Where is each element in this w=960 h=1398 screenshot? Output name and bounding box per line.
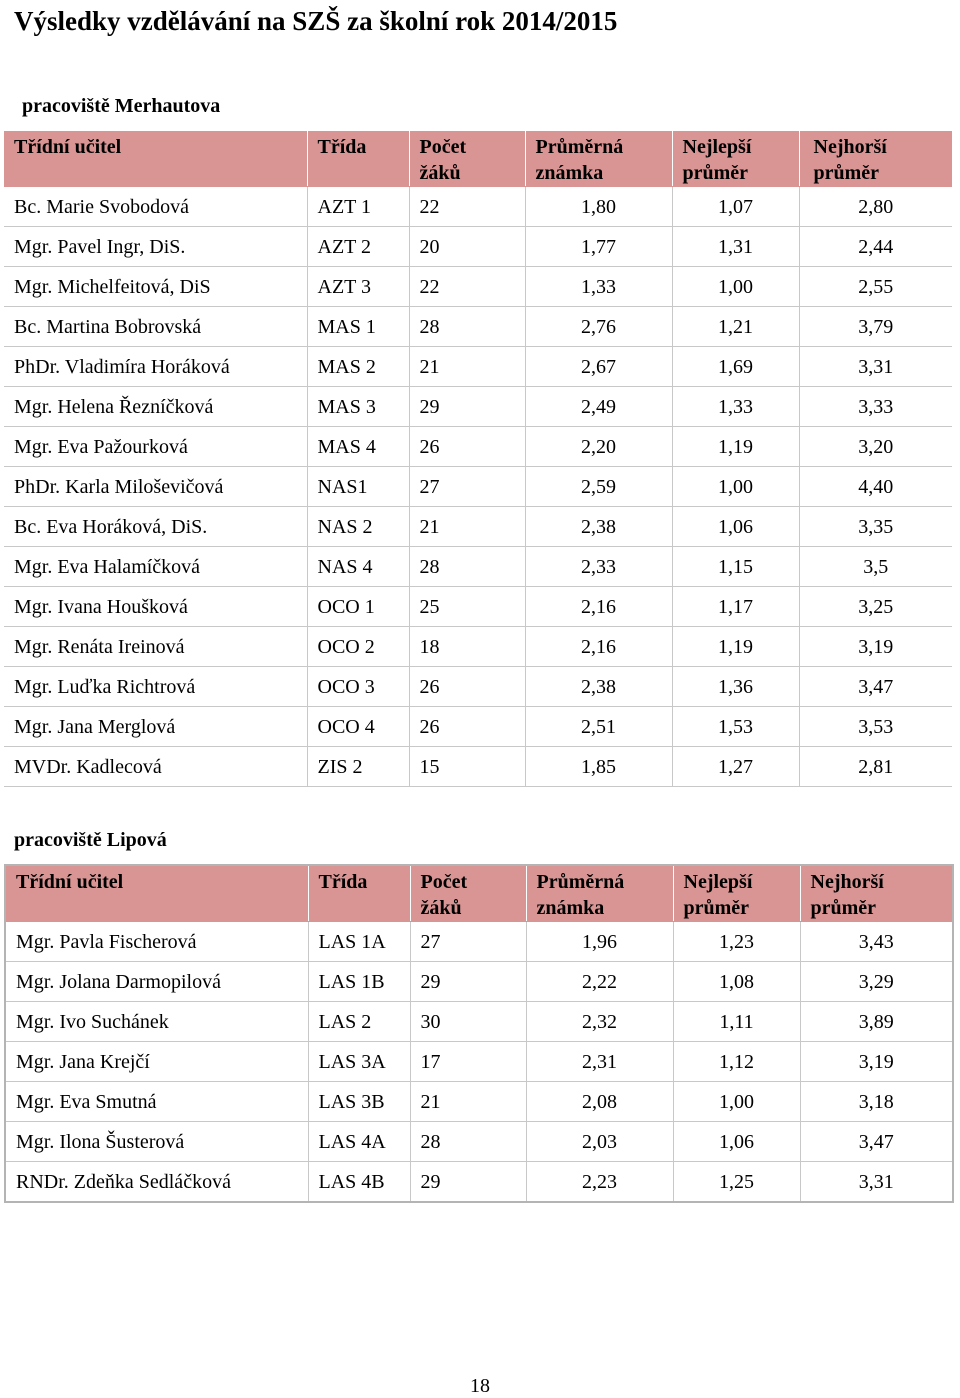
cell-student-count: 17 <box>410 1042 526 1082</box>
table-row <box>4 667 952 707</box>
results-table-lipova <box>4 864 954 1203</box>
cell-average-grade: 2,38 <box>525 507 672 547</box>
header-average: Průměrná známka <box>525 131 672 187</box>
cell-worst-average: 3,89 <box>800 1002 953 1042</box>
cell-student-count: 15 <box>409 747 525 787</box>
cell-average-grade: 2,51 <box>525 707 672 747</box>
cell-class: AZT 3 <box>307 267 409 307</box>
cell-class: LAS 2 <box>308 1002 410 1042</box>
cell-worst-average: 3,79 <box>799 307 952 347</box>
cell-average-grade: 2,38 <box>525 667 672 707</box>
cell-student-count: 26 <box>409 707 525 747</box>
cell-student-count: 18 <box>409 627 525 667</box>
cell-student-count: 27 <box>409 467 525 507</box>
cell-best-average: 1,53 <box>672 707 799 747</box>
cell-student-count: 22 <box>409 187 525 227</box>
cell-average-grade: 2,59 <box>525 467 672 507</box>
results-table-merhautova <box>4 131 952 787</box>
table-row <box>5 1082 953 1122</box>
table-row <box>4 427 952 467</box>
cell-teacher: Mgr. Michelfeitová, DiS <box>4 267 307 307</box>
cell-student-count: 27 <box>410 922 526 962</box>
cell-teacher: Mgr. Eva Pažourková <box>4 427 307 467</box>
cell-student-count: 29 <box>410 962 526 1002</box>
cell-worst-average: 3,31 <box>799 347 952 387</box>
cell-worst-average: 3,19 <box>800 1042 953 1082</box>
cell-worst-average: 3,19 <box>799 627 952 667</box>
cell-class: OCO 1 <box>307 587 409 627</box>
cell-best-average: 1,15 <box>672 547 799 587</box>
cell-student-count: 28 <box>409 307 525 347</box>
cell-worst-average: 3,33 <box>799 387 952 427</box>
section-heading-lipova: pracoviště Lipová <box>14 829 167 851</box>
table-row <box>4 387 952 427</box>
table-body <box>4 187 952 787</box>
cell-worst-average: 3,35 <box>799 507 952 547</box>
cell-average-grade: 1,96 <box>526 922 673 962</box>
cell-average-grade: 2,22 <box>526 962 673 1002</box>
cell-average-grade: 2,33 <box>525 547 672 587</box>
cell-student-count: 21 <box>410 1082 526 1122</box>
cell-worst-average: 2,44 <box>799 227 952 267</box>
cell-best-average: 1,00 <box>673 1082 800 1122</box>
cell-average-grade: 2,16 <box>525 587 672 627</box>
cell-teacher: Mgr. Pavel Ingr, DiS. <box>4 227 307 267</box>
cell-student-count: 26 <box>409 427 525 467</box>
table-row <box>4 307 952 347</box>
cell-class: LAS 3B <box>308 1082 410 1122</box>
cell-best-average: 1,08 <box>673 962 800 1002</box>
page-number: 18 <box>470 1375 490 1397</box>
section-heading-merhautova: pracoviště Merhautova <box>22 95 221 117</box>
table-header-row <box>4 131 952 187</box>
cell-average-grade: 2,31 <box>526 1042 673 1082</box>
cell-average-grade: 1,85 <box>525 747 672 787</box>
header-class: Třída <box>308 865 410 922</box>
cell-teacher: PhDr. Vladimíra Horáková <box>4 347 307 387</box>
cell-teacher: Mgr. Eva Halamíčková <box>4 547 307 587</box>
cell-best-average: 1,06 <box>673 1122 800 1162</box>
cell-student-count: 21 <box>409 507 525 547</box>
cell-class: AZT 1 <box>307 187 409 227</box>
table-row <box>4 467 952 507</box>
cell-average-grade: 2,03 <box>526 1122 673 1162</box>
cell-average-grade: 2,23 <box>526 1162 673 1203</box>
table-row <box>5 1162 953 1203</box>
table-row <box>4 187 952 227</box>
cell-best-average: 1,00 <box>672 267 799 307</box>
cell-worst-average: 3,25 <box>799 587 952 627</box>
table-row <box>5 962 953 1002</box>
table-row <box>4 267 952 307</box>
table-row <box>4 347 952 387</box>
cell-worst-average: 2,55 <box>799 267 952 307</box>
cell-teacher: Mgr. Jana Krejčí <box>5 1042 308 1082</box>
cell-best-average: 1,19 <box>672 427 799 467</box>
cell-class: LAS 3A <box>308 1042 410 1082</box>
cell-teacher: Bc. Martina Bobrovská <box>4 307 307 347</box>
cell-best-average: 1,27 <box>672 747 799 787</box>
cell-worst-average: 3,31 <box>800 1162 953 1203</box>
table-row <box>4 227 952 267</box>
cell-class: MAS 2 <box>307 347 409 387</box>
cell-teacher: Mgr. Ivana Houšková <box>4 587 307 627</box>
cell-best-average: 1,07 <box>672 187 799 227</box>
cell-worst-average: 3,5 <box>799 547 952 587</box>
cell-teacher: Mgr. Ivo Suchánek <box>5 1002 308 1042</box>
cell-best-average: 1,69 <box>672 347 799 387</box>
header-class: Třída <box>307 131 409 187</box>
cell-teacher: Mgr. Jolana Darmopilová <box>5 962 308 1002</box>
cell-class: MAS 3 <box>307 387 409 427</box>
cell-class: LAS 4A <box>308 1122 410 1162</box>
table-row <box>4 707 952 747</box>
cell-teacher: MVDr. Kadlecová <box>4 747 307 787</box>
cell-student-count: 20 <box>409 227 525 267</box>
cell-class: NAS 2 <box>307 507 409 547</box>
cell-best-average: 1,12 <box>673 1042 800 1082</box>
cell-teacher: Mgr. Pavla Fischerová <box>5 922 308 962</box>
table-row <box>4 747 952 787</box>
cell-student-count: 28 <box>410 1122 526 1162</box>
header-best: Nejlepší průměr <box>672 131 799 187</box>
cell-worst-average: 3,43 <box>800 922 953 962</box>
cell-class: NAS1 <box>307 467 409 507</box>
cell-best-average: 1,33 <box>672 387 799 427</box>
page-title: Výsledky vzdělávání na SZŠ za školní rok 2014/2015 <box>14 6 618 36</box>
cell-average-grade: 2,20 <box>525 427 672 467</box>
table-row <box>4 507 952 547</box>
cell-class: LAS 1A <box>308 922 410 962</box>
cell-teacher: Mgr. Jana Merglová <box>4 707 307 747</box>
cell-class: AZT 2 <box>307 227 409 267</box>
cell-student-count: 29 <box>410 1162 526 1203</box>
cell-worst-average: 2,81 <box>799 747 952 787</box>
cell-worst-average: 3,20 <box>799 427 952 467</box>
cell-teacher: PhDr. Karla Miloševičová <box>4 467 307 507</box>
cell-average-grade: 2,08 <box>526 1082 673 1122</box>
cell-student-count: 22 <box>409 267 525 307</box>
cell-teacher: Mgr. Ilona Šusterová <box>5 1122 308 1162</box>
cell-average-grade: 2,67 <box>525 347 672 387</box>
cell-best-average: 1,31 <box>672 227 799 267</box>
header-teacher: Třídní učitel <box>5 865 308 922</box>
cell-best-average: 1,11 <box>673 1002 800 1042</box>
cell-class: MAS 4 <box>307 427 409 467</box>
cell-worst-average: 3,29 <box>800 962 953 1002</box>
cell-worst-average: 3,18 <box>800 1082 953 1122</box>
cell-teacher: Mgr. Helena Řezníčková <box>4 387 307 427</box>
header-worst: Nejhorší průměr <box>799 131 952 187</box>
header-average: Průměrná známka <box>526 865 673 922</box>
table-row <box>4 627 952 667</box>
header-worst: Nejhorší průměr <box>800 865 953 922</box>
cell-teacher: Mgr. Renáta Ireinová <box>4 627 307 667</box>
table-row <box>4 547 952 587</box>
cell-best-average: 1,23 <box>673 922 800 962</box>
cell-best-average: 1,00 <box>672 467 799 507</box>
cell-class: ZIS 2 <box>307 747 409 787</box>
cell-average-grade: 2,16 <box>525 627 672 667</box>
cell-student-count: 29 <box>409 387 525 427</box>
cell-worst-average: 2,80 <box>799 187 952 227</box>
cell-student-count: 25 <box>409 587 525 627</box>
table-row <box>5 922 953 962</box>
cell-class: OCO 2 <box>307 627 409 667</box>
cell-best-average: 1,19 <box>672 627 799 667</box>
cell-teacher: Bc. Eva Horáková, DiS. <box>4 507 307 547</box>
cell-teacher: Mgr. Eva Smutná <box>5 1082 308 1122</box>
cell-class: MAS 1 <box>307 307 409 347</box>
header-count: Počet žáků <box>410 865 526 922</box>
header-best: Nejlepší průměr <box>673 865 800 922</box>
cell-average-grade: 1,77 <box>525 227 672 267</box>
cell-worst-average: 3,47 <box>799 667 952 707</box>
cell-average-grade: 2,49 <box>525 387 672 427</box>
table-body <box>5 922 953 1203</box>
cell-average-grade: 1,33 <box>525 267 672 307</box>
table-row <box>5 1002 953 1042</box>
cell-class: LAS 1B <box>308 962 410 1002</box>
header-teacher: Třídní učitel <box>4 131 307 187</box>
cell-class: LAS 4B <box>308 1162 410 1203</box>
cell-best-average: 1,17 <box>672 587 799 627</box>
cell-worst-average: 3,47 <box>800 1122 953 1162</box>
cell-student-count: 28 <box>409 547 525 587</box>
cell-student-count: 26 <box>409 667 525 707</box>
table-header-row <box>5 865 953 922</box>
cell-best-average: 1,36 <box>672 667 799 707</box>
cell-student-count: 30 <box>410 1002 526 1042</box>
cell-average-grade: 2,32 <box>526 1002 673 1042</box>
cell-teacher: Bc. Marie Svobodová <box>4 187 307 227</box>
cell-teacher: Mgr. Luďka Richtrová <box>4 667 307 707</box>
cell-student-count: 21 <box>409 347 525 387</box>
cell-class: OCO 3 <box>307 667 409 707</box>
cell-best-average: 1,21 <box>672 307 799 347</box>
cell-worst-average: 3,53 <box>799 707 952 747</box>
table-row <box>5 1122 953 1162</box>
cell-class: OCO 4 <box>307 707 409 747</box>
cell-best-average: 1,06 <box>672 507 799 547</box>
cell-average-grade: 1,80 <box>525 187 672 227</box>
cell-worst-average: 4,40 <box>799 467 952 507</box>
cell-best-average: 1,25 <box>673 1162 800 1203</box>
cell-class: NAS 4 <box>307 547 409 587</box>
table-row <box>4 587 952 627</box>
table-row <box>5 1042 953 1082</box>
header-count: Počet žáků <box>409 131 525 187</box>
cell-teacher: RNDr. Zdeňka Sedláčková <box>5 1162 308 1203</box>
cell-average-grade: 2,76 <box>525 307 672 347</box>
